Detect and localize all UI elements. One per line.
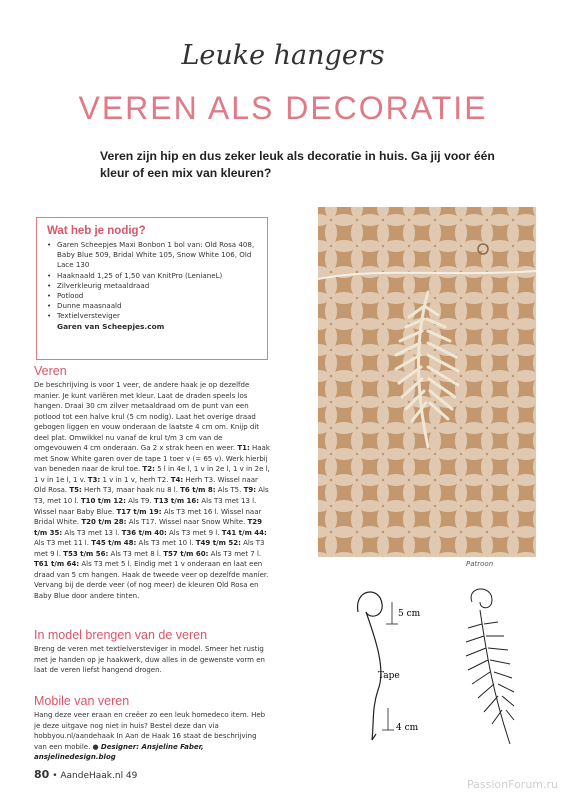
round-label: T4: xyxy=(170,475,184,484)
instruction-text: Herh T3. Wissel naar Old Rosa. xyxy=(34,475,258,495)
section-heading-model: In model brengen van de veren xyxy=(34,628,208,642)
round-label: T53 t/m 56: xyxy=(63,549,109,558)
needs-item: • Zilverkleurig metaaldraad xyxy=(47,281,259,291)
round-label: T2: xyxy=(142,465,155,474)
instruction-text: Als T3, met 10 l. xyxy=(34,486,269,506)
round-label: T3: xyxy=(87,475,101,484)
page-footer xyxy=(34,768,137,781)
figure-caption: Patroon xyxy=(466,560,494,568)
instruction-text: Als T17. Wissel naar Snow White. xyxy=(126,518,248,527)
feather-photo xyxy=(318,207,536,557)
mobile-text: Hang deze veer eraan en creëer zo een leuk homedeco item. Heb je deze uitgave nog niet in huis? Bestel deze dan via hobbyou.nl/aandehaak In Aan de Haak 16 staat de beschrijving van een mobile. ● xyxy=(34,711,266,751)
mobile-body xyxy=(34,710,270,763)
instruction-text: 5 l in 4e l, 1 v in 2e l, 1 v in 2e l, 1 v in 1e l, 1 v. xyxy=(34,465,270,484)
page-title: VEREN ALS DECORATIE xyxy=(78,90,488,126)
round-label: T41 t/m 44: xyxy=(221,528,267,537)
instruction-text: Als T3 met 5 l. Eindig met 1 v onderaan en laat een draad van 5 cm hangen. Haak de tweede veer op dezelfde manier. Vervang bij de derde veer (of nog meer) de kleuren Old Rosa en Baby Blue door andere tinten. xyxy=(34,560,269,600)
page-number: 80 xyxy=(34,768,50,781)
section-heading-mobile: Mobile van veren xyxy=(34,694,130,708)
needs-list xyxy=(47,240,259,322)
needs-item: • Dunne maasnaald xyxy=(47,301,259,311)
needs-item: • Textielversteviger xyxy=(47,311,259,321)
round-label: T13 t/m 16: xyxy=(153,497,200,506)
round-label: T29 t/m 35: xyxy=(34,518,262,537)
label-5cm: 5 cm xyxy=(398,609,421,619)
kicker: Leuke hangers xyxy=(181,40,385,71)
round-label: T57 t/m 60: xyxy=(163,549,209,558)
round-label: T17 t/m 19: xyxy=(116,507,162,516)
veren-body xyxy=(34,380,270,601)
instruction-text: Als T3 met 7 l. xyxy=(208,549,262,558)
model-body: Breng de veren met textielversteviger in model. Smeer het rustig met je handen op je haakwerk, duw alles in de gewenste vorm en laat de veren liefst hangend drogen. xyxy=(34,645,265,675)
label-tape: Tape xyxy=(378,671,400,681)
instruction-text: Als T3 met 9 l. xyxy=(34,539,265,558)
needs-item: • Garen Scheepjes Maxi Bonbon 1 bol van: Old Rosa 408, Baby Blue 509, Bridal White 105, Snow White 106, Old Lace 130 xyxy=(47,240,259,271)
instruction-text: Als T3 met 13 l. xyxy=(62,528,122,537)
instruction-text: Als T3 met 11 l. xyxy=(34,539,92,548)
pattern-diagram xyxy=(296,580,546,760)
instruction-text: Haak met Snow White garen over de tape 1 toer v (= 65 v). Werk hierbij van beneden naar de krul toe. xyxy=(34,444,270,474)
footer-bullet: • xyxy=(52,771,58,781)
designer-credit: Designer: Ansjeline Faber, ansjelinedesign.blog xyxy=(34,742,204,762)
instruction-text: Als T9. xyxy=(125,497,154,506)
feather-on-gift-photo xyxy=(318,207,536,557)
round-label: T61 t/m 64: xyxy=(34,560,80,569)
round-label: T36 t/m 40: xyxy=(121,528,167,537)
label-4cm: 4 cm xyxy=(396,723,419,733)
measure-lines xyxy=(382,602,398,730)
instruction-text: De beschrijving is voor 1 veer, de andere haak je op dezelfde manier. Je kunt variëren met kleur. Laat de draden speels los hangen. Draai 30 cm zilver metaaldraad om de punt van een potlood tot een halve krul (5 cm nodig). Laat het overige draad gebogen liggen en vouw onderaan de laatste 4 cm om. Knijp dit deel plat. Omwikkel nu vanaf de krul t/m 3 cm van de omgevouwen 4 cm onderaan. Ga 2 x strak heen en weer. xyxy=(34,381,260,453)
needs-item: • Haaknaald 1,25 of 1,50 van KnitPro (LenianeL) xyxy=(47,271,259,281)
round-label: T5: xyxy=(69,486,82,495)
needs-item: • Potlood xyxy=(47,291,259,301)
round-label: T20 t/m 28: xyxy=(81,518,127,527)
feather-sketch xyxy=(466,589,514,744)
instruction-text: Als T5. xyxy=(215,486,244,495)
round-label: T6 t/m 8: xyxy=(180,486,216,495)
needs-title: Wat heb je nodig? xyxy=(47,225,146,237)
intro-text: Veren zijn hip en dus zeker leuk als decoratie in huis. Ga jij voor één kleur of een mix van kleuren? xyxy=(100,149,495,180)
wire-outline xyxy=(358,592,383,740)
round-label: T9: xyxy=(243,486,257,495)
instruction-text: Als T3 met 13 l. Wissel naar Baby Blue. xyxy=(34,497,257,516)
instruction-text: Herh T3, maar haak nu 8 l. xyxy=(81,486,181,495)
footer-source: AandeHaak.nl 49 xyxy=(60,771,138,781)
round-label: T49 t/m 52: xyxy=(195,539,241,548)
round-label: T1: xyxy=(237,444,250,453)
section-heading-veren: Veren xyxy=(34,364,67,378)
instruction-text: Als T3 met 9 l. xyxy=(166,528,222,537)
round-label: T10 t/m 12: xyxy=(80,497,126,506)
needs-box xyxy=(36,217,268,360)
instruction-text: Als T3 met 16 l. Wissel naar Bridal White. xyxy=(34,507,262,527)
round-label: T45 t/m 48: xyxy=(91,539,137,548)
instruction-text: Als T3 met 10 l. xyxy=(136,539,196,548)
needs-footer: Garen van Scheepjes.com xyxy=(57,321,165,331)
watermark: PassionForum.ru xyxy=(467,778,558,791)
instruction-text: 1 v in 1 v, herh T2. xyxy=(100,475,171,484)
instruction-text: Als T3 met 8 l. xyxy=(108,549,164,558)
